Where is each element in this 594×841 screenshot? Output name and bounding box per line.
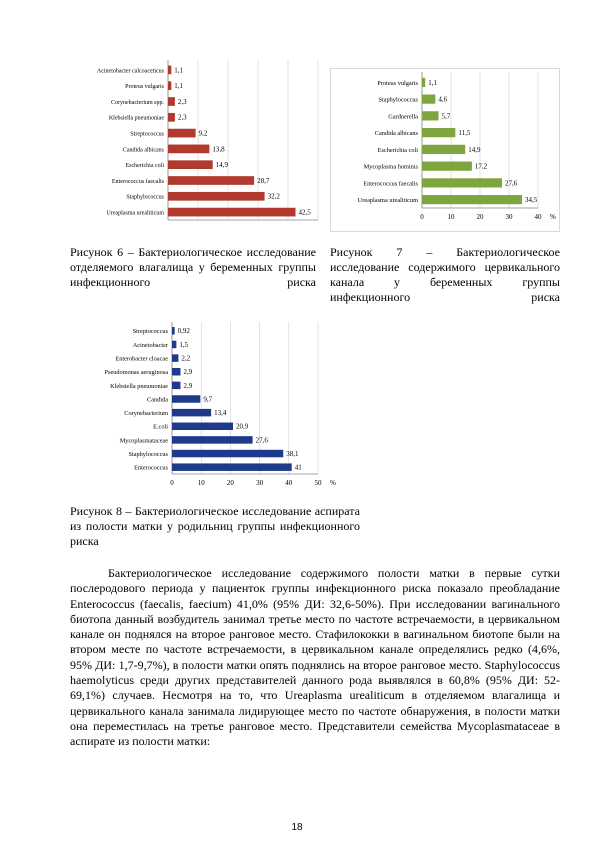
- bar: [422, 111, 439, 120]
- caption-fig6: Рисунок 6 – Бактериологическое исследование отделяемого влагалища у беременных группы инфекционного риска: [70, 245, 316, 289]
- caption-fig7: Рисунок 7 – Бактериологическое исследование содержимого цервикального канала у беременных группы инфекционного риска: [330, 245, 560, 304]
- bar: [168, 113, 175, 122]
- data-label: 34,5: [525, 196, 538, 205]
- data-label: 1,1: [174, 66, 184, 75]
- bar: [168, 145, 209, 154]
- x-tick-label: 40: [285, 479, 293, 487]
- category-label: Acinetobacter calcoaceticus: [96, 68, 164, 75]
- data-label: 14,9: [215, 161, 228, 170]
- data-label: 1,1: [428, 78, 437, 87]
- x-tick-label: 20: [226, 479, 234, 487]
- data-label: 2,2: [181, 354, 191, 363]
- data-label: 4,6: [438, 95, 448, 104]
- data-label: 42,5: [298, 208, 311, 217]
- category-label: Klebsiella pneumoniae: [110, 382, 168, 390]
- data-label: 27,6: [505, 179, 518, 188]
- x-tick-label: 50: [314, 479, 322, 487]
- bar: [422, 128, 455, 137]
- category-label: Klebsiella pneumoniae: [108, 115, 164, 122]
- bar: [168, 192, 265, 201]
- category-label: Proteus vulgaris: [125, 84, 164, 91]
- data-label: 32,2: [267, 192, 280, 201]
- x-tick-label: 0: [420, 213, 424, 221]
- data-label: 38,1: [286, 449, 299, 458]
- bar: [168, 160, 213, 169]
- category-label: Escherichia coli: [377, 146, 418, 154]
- bar: [168, 81, 171, 90]
- bar: [168, 97, 175, 106]
- chart-fig6: [66, 52, 326, 232]
- category-label: Streptococcus: [132, 328, 168, 336]
- bar: [168, 66, 171, 75]
- data-label: 11,5: [458, 129, 471, 138]
- data-label: 13,8: [212, 145, 225, 154]
- data-label: 1,1: [174, 82, 184, 91]
- data-label: 13,4: [214, 409, 227, 418]
- bar: [172, 423, 233, 431]
- category-label: Mycoplasmataceae: [119, 437, 168, 445]
- category-label: Enterobacter cloacae: [115, 355, 168, 363]
- chart-fig8-svg: [66, 318, 366, 500]
- data-label: 9,2: [198, 129, 208, 138]
- data-label: 28,7: [257, 176, 270, 185]
- bar: [168, 208, 296, 217]
- bar: [422, 178, 502, 187]
- category-label: Staphylococcus: [378, 96, 418, 104]
- data-label: 1,5: [179, 340, 189, 349]
- bar: [172, 436, 253, 444]
- data-label: 14,9: [468, 145, 481, 154]
- category-label: Corynebacterium spp.: [111, 99, 164, 106]
- category-label: E.coli: [153, 423, 168, 431]
- x-tick-label: 30: [256, 479, 264, 487]
- data-label: 5,7: [441, 112, 451, 121]
- category-label: Candida albicans: [374, 130, 418, 138]
- category-label: Enterococcus faecalis: [111, 178, 164, 185]
- category-label: Proteus vulgaris: [377, 79, 418, 87]
- category-label: Enterococcus faecalis: [363, 180, 418, 188]
- bar: [422, 195, 522, 204]
- bar: [422, 78, 425, 87]
- chart-fig6-svg: [66, 52, 326, 232]
- chart-fig8: [66, 318, 366, 500]
- category-label: Staphylococcus: [128, 450, 168, 458]
- bar: [172, 341, 176, 349]
- bar: [422, 95, 435, 104]
- x-unit-label: %: [330, 479, 336, 487]
- category-label: Acinetobacter: [132, 341, 168, 349]
- x-tick-label: 40: [534, 213, 542, 221]
- data-label: 20,9: [236, 422, 249, 431]
- x-tick-label: 10: [447, 213, 455, 221]
- chart-fig7: [330, 68, 560, 232]
- bar: [168, 129, 196, 138]
- x-tick-label: 10: [197, 479, 205, 487]
- data-label: 2,3: [177, 97, 187, 106]
- x-tick-label: 20: [476, 213, 484, 221]
- chart-fig7-svg: [330, 68, 560, 232]
- x-tick-label: 30: [505, 213, 513, 221]
- data-label: 41: [294, 463, 302, 472]
- bar: [172, 354, 178, 362]
- category-label: Enterococcus: [134, 464, 168, 472]
- caption-fig8: Рисунок 8 – Бактериологическое исследование аспирата из полости матки у родильниц группы инфекционного риска: [70, 504, 360, 548]
- category-label: Candida: [147, 396, 168, 404]
- x-tick-label: 0: [170, 479, 174, 487]
- category-label: Gardnerella: [388, 113, 418, 121]
- bar: [172, 327, 175, 335]
- data-label: 2,9: [183, 368, 193, 377]
- data-label: 9,7: [203, 395, 213, 404]
- category-label: Escherichia coli: [125, 163, 164, 170]
- category-label: Corynebacterium: [124, 410, 168, 418]
- data-label: 2,3: [177, 113, 187, 122]
- category-label: Candida albicans: [122, 147, 164, 154]
- category-label: Staphylococcus: [126, 194, 164, 201]
- page-number: 18: [291, 822, 303, 833]
- bar: [172, 409, 211, 417]
- body-paragraph: Бактериологическое исследование содержимого полости матки в первые сутки послеродового периода у пациенток группы инфекционного риска показало преобладание Enterococcus (faecalis, faecium) 41,0% (95% ДИ: 32,6-50%). При исследовании вагинального биотопа данный возбудитель занимал третье место по частоте встречаемости, в цервикальном канале он поднялся на второе ранговое место. Стафилококки в вагинальном биотопе были на втором месте по частоте встречаемости, в цервикальном канале определялись редко (4,6%, 95% ДИ: 1,7-9,7%), в полости матки опять поднялись на второе ранговое место. Staphylococcus haemolyticus среди других представителей данного рода выявлялся в 60,8% (95% ДИ: 52-69,1%) случаев. Несмотря на то, что Ureaplasma urealiticum в отделяемом влагалища и цервикального канала занимала лидирующее место по частоте обнаружения, в полости матки она переместилась на третье ранговое место. Представители семейства Mycoplasmataceae в аспирате из полости матки:: [70, 566, 560, 749]
- bar: [172, 382, 180, 390]
- category-label: Ureaplasma urealiticum: [357, 197, 418, 205]
- bar: [172, 463, 292, 471]
- bar: [168, 176, 254, 185]
- data-label: 17,2: [474, 162, 488, 171]
- data-label: 27,6: [255, 436, 268, 445]
- category-label: Ureaplasma urealiticum: [106, 210, 164, 217]
- bar: [172, 368, 180, 376]
- data-label: 0,92: [177, 327, 190, 336]
- data-label: 2,9: [183, 381, 193, 390]
- category-label: Mycoplasma hominis: [363, 163, 418, 171]
- bar: [172, 450, 283, 458]
- bar: [422, 162, 472, 171]
- category-label: Pseudomonas aeruginosa: [104, 369, 168, 377]
- bar: [422, 145, 465, 154]
- bar: [172, 395, 200, 403]
- x-unit-label: %: [550, 213, 556, 221]
- category-label: Streptococcus: [130, 131, 164, 138]
